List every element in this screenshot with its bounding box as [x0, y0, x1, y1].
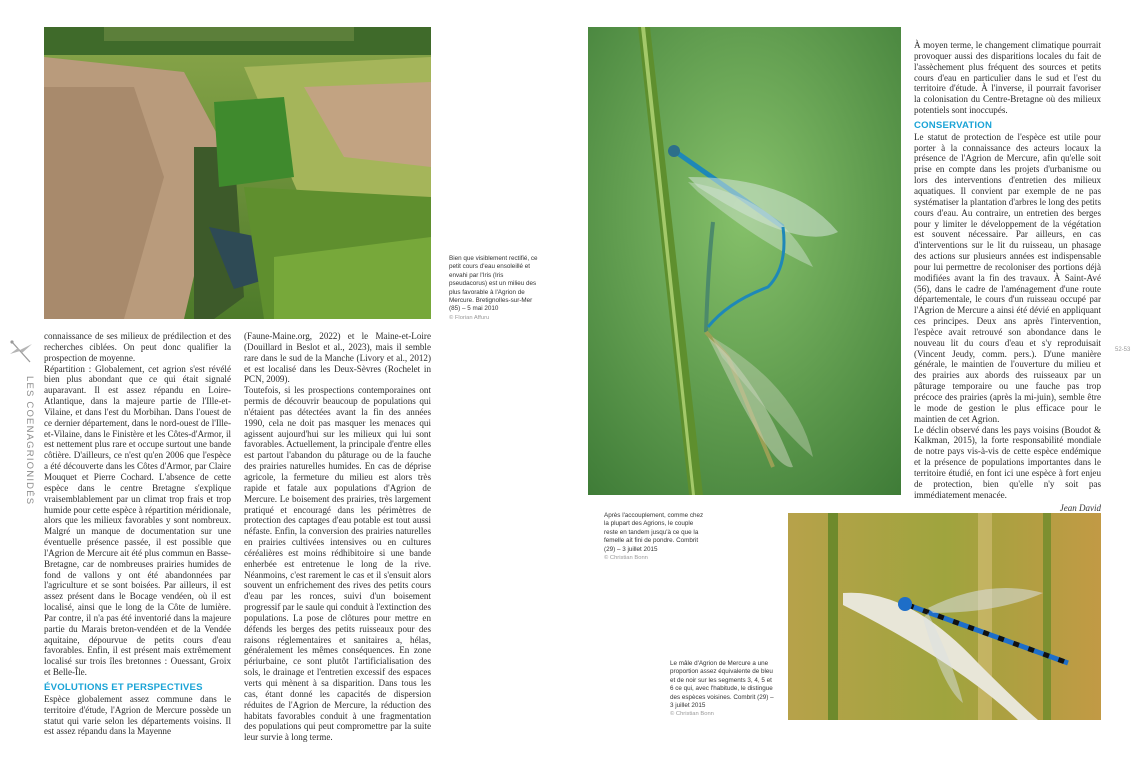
- page-number: 52-53: [1115, 347, 1131, 353]
- paragraph: Le statut de protection de l'espèce est utile pour porter à la connaissance des acteurs locaux la présence de l'Agrion de Mercure, afin qu'elle soit prise en compte dans les projets d'urbanisme ou lors des interventions d'entretien des milieux aquatiques. Il convient par exemple de ne pas systématiser la plantation d'arbres le long des petits cours d'eau. Au contraire, un entretien des berges pour y limiter le développement de la végétation est souvent nécessaire. Par ailleurs, en cas d'interventions sur le lit du ruisseau, un phasage des actions sur plusieurs années est indispensable pour lui permettre de recoloniser des portions déjà modifiées avant la fin des travaux. À Saint-Avé (56), dans le cadre de l'aménagement d'une route départementale, le cours d'un ruisseau occupé par l'Agrion de Mercure a ainsi été dévié en appliquant ces principes. Deux ans après l'intervention, l'espèce avait retrouvé son abondance dans le nouveau lit du cours d'eau et s'y reproduisait (Vincent Jeudy, comm. pers.). D'une manière générale, le maintien de l'ouverture du milieu et des prairies aux abords des ruisseaux par un pâturage temporaire ou une fauche pas trop précoce des prairies (après la mi-juin), semble être le mode de gestion le plus efficace pour le maintien de cet Agrion.: [914, 131, 1101, 424]
- damselfly-icon: [8, 338, 36, 368]
- photo-credit: © Christian Bonn: [670, 711, 714, 718]
- photo-tandem-caption: Après l'accouplement, comme chez la plupart des Agrions, le couple reste en tandem jusqu'à ce que la femelle ait fini de pondre. Combrit (29) – 3 juillet 2015 © Christian Bonn: [604, 512, 708, 562]
- photo-male: [788, 513, 1101, 720]
- column-2: [244, 331, 431, 743]
- section-heading-evolutions: ÉVOLUTIONS ET PERSPECTIVES: [44, 682, 203, 693]
- paragraph: Toutefois, si les prospections contemporaines ont permis de découvrir beaucoup de populations qui n'étaient pas détectées avant la fin des années 1990, cela ne doit pas masquer les menaces qui agissent aujourd'hui sur les milieux qui lui sont favorables. Actuellement, la principale d'entre elles est partout l'abandon du pâturage ou de la fauche des prairies naturelles humides. En cas de déprise agricole, la fermeture du milieu est alors très rapide et fatale aux populations d'Agrion de Mercure. Le boisement des prairies, très largement pratiqué et encouragé dans les périmètres de protection des captages d'eau potable est tout aussi néfaste. Enfin, la conversion des prairies naturelles en prairies cultivées intensives ou en cultures céréalières est moins rédhibitoire si une bande enherbée est entretenue le long de la rive. Néanmoins, c'est rarement le cas et il s'ensuit alors souvent un enfrichement des rives des petits cours d'eau par les ronces, suivi d'un boisement progressif par le saule qui conduit à l'extinction des populations. La pose de clôtures pour mettre en défends les berges des petits ruisseaux pour des raisons réglementaires et sanitaires a, hélas, généralement les mêmes conséquences. En zone périurbaine, ce sont plutôt l'artificialisation des sols, le drainage et l'entretien excessif des espaces verts qui mènent à sa disparition. Dans tous les cas, étant donné les capacités de dispersion réduites de l'Agrion de Mercure, la réduction des habitats favorables conduit à une fragmentation des populations qui peut compromettre par la suite leur survie à long terme.: [244, 385, 431, 743]
- paragraph: À moyen terme, le changement climatique pourrait provoquer aussi des disparitions locales du fait de l'assèchement plus fréquent des sources et petits cours d'eau en particulier dans le sud et l'est du territoire d'étude. À l'inverse, il pourrait favoriser la colonisation du Centre-Bretagne où des milieux potentiels sont inoccupés.: [914, 40, 1101, 116]
- photo-tandem: [588, 27, 901, 495]
- paragraph: Le déclin observé dans les pays voisins (Boudot & Kalkman, 2015), la forte responsabilité mondiale de notre pays vis-à-vis de cette espèce endémique et la présence de populations importantes dans le territoire étudié, en font ici une espèce à fort enjeu de protection, bien qu'elle n'y soit pas immédiatement menacée.: [914, 424, 1101, 500]
- paragraph: Espèce globalement assez commune dans le territoire d'étude, l'Agrion de Mercure possède un statut qui varie selon les départements voisins. Il est assez répandu dans la Mayenne: [44, 693, 231, 737]
- sidebar-title: LES COENAGRIONIDÉS: [24, 376, 35, 506]
- author: Jean David: [1059, 503, 1101, 514]
- photo-ditch-caption: Bien que visiblement rectifié, ce petit cours d'eau ensoleillé et envahi par l'Iris (Iris pseudacorus) est un milieu des plus favorable à l'Agrion de Mercure. Bretignolles-sur-Mer (85) – 5 mai 2010 © Florian Affuru: [449, 255, 542, 322]
- column-1: [44, 331, 231, 737]
- paragraph: Répartition : Globalement, cet agrion s'est révélé bien plus abondant que ce qui était signalé auparavant. Il est assez répandu en Loire-Atlantique, dans la majeure partie de l'Ille-et-Vilaine, et dans l'est du Morbihan. Dans l'ouest de ce dernier département, dans le nord-ouest de l'Ille-et-Vilaine, dans le Finistère et les Côtes-d'Armor, il est nettement plus rare et occupe surtout une bande côtière. D'ailleurs, ce n'est qu'en 2006 que l'espèce a été découverte dans les Côtes d'Armor, par Claire Mouquet et Pierre Cochard. L'absence de cette espèce dans le centre Bretagne s'explique vraisemblablement par un climat trop frais et trop humide pour cette espèce à répartition méridionale, alors que les milieux favorables y sont nombreux. Malgré un manque de documentation sur une éventuelle présence passée, il est possible que l'Agrion de Mercure ait été plus commun en Basse-Bretagne, car de nombreuses prairies humides de fond de vallons y ont été abandonnées par l'agriculture et se sont boisées. Par ailleurs, il est assez présent dans le Bocage vendéen, où il est localisé, ainsi que le long de la Côte de lumière. Par contre, il n'a pas été inventorié dans la majeure partie du Marais breton-vendéen et de la Vendée aquitaine, dépourvue de petits cours d'eau favorables. Enfin, il est présent mais extrêmement localisé sur trois îles bretonnes : Ouessant, Groix et Belle-Île.: [44, 363, 231, 678]
- photo-male-caption: Le mâle d'Agrion de Mercure a une proportion assez équivalente de bleu et de noir sur les segments 3, 4, 5 et 6 ce qui, avec l'habitude, le distingue des espèces voisines. Combrit (29) – 3 juillet 2015 © Christian Bonn: [670, 660, 776, 719]
- photo-ditch: [44, 27, 431, 319]
- column-3: [914, 40, 1101, 514]
- photo-credit: © Florian Affuru: [449, 314, 490, 321]
- photo-credit: © Christian Bonn: [604, 555, 648, 562]
- paragraph: connaissance de ses milieux de prédilection et des recherches ciblées. On peut donc qualifier la prospection de moyenne.: [44, 331, 231, 363]
- sidebar: [8, 338, 38, 506]
- section-heading-conservation: CONSERVATION: [914, 119, 993, 131]
- paragraph: (Faune-Maine.org, 2022) et le Maine-et-Loire (Douillard in Beslot et al., 2023), mais il semble rare dans le sud de la Manche (Livory et al., 2012) et est localisé dans les Deux-Sèvres (Rochelet in PCN, 2009).: [244, 331, 431, 385]
